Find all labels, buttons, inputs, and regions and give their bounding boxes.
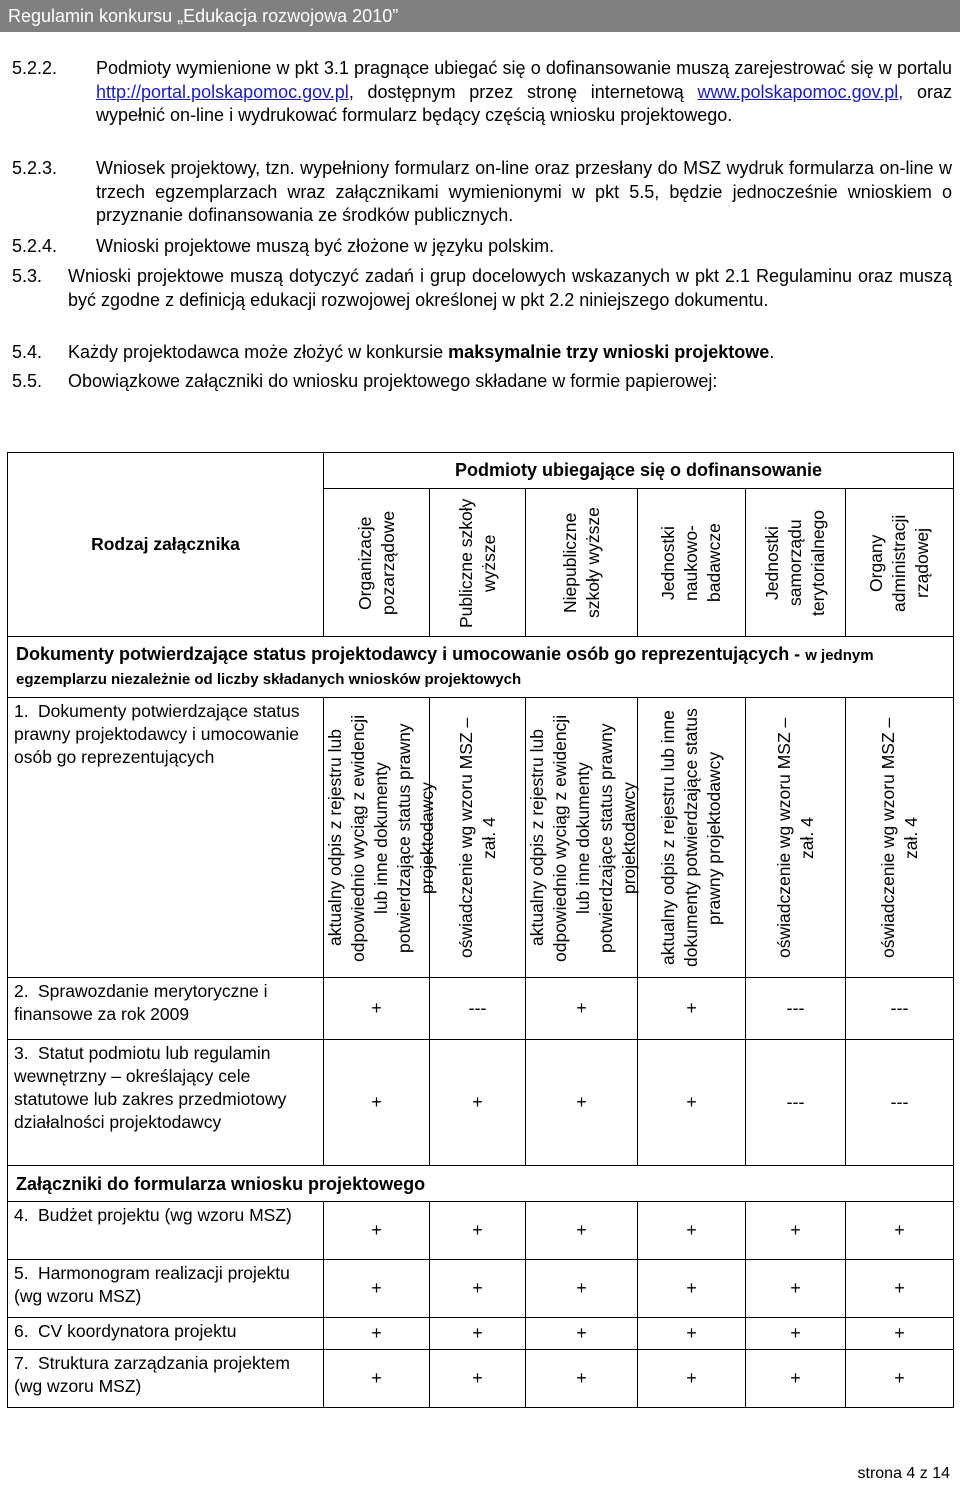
paragraph-5-2-4 — [12, 235, 952, 259]
table-cell: + — [324, 1318, 430, 1350]
table-cell: + — [638, 1260, 746, 1318]
table-cell: + — [526, 1260, 638, 1318]
section-header-row — [8, 1166, 954, 1202]
table-cell: + — [746, 1318, 846, 1350]
column-header: Jednostki samorządu terytorialnego — [746, 489, 846, 637]
website-link[interactable]: www.polskapomoc.gov.pl, — [697, 81, 904, 102]
paragraph-5-4 — [12, 341, 952, 365]
row-label: 5. Harmonogram realizacji projektu (wg wzoru MSZ) — [8, 1260, 324, 1318]
page-number: strona 4 z 14 — [857, 1465, 950, 1482]
table-cell: + — [638, 1318, 746, 1350]
column-header: Niepubliczne szkoły wyższe — [526, 489, 638, 637]
paragraph-text: Wnioski projektowe muszą być złożone w języku polskim. — [96, 236, 555, 256]
paragraph-number: 5.2.4. — [12, 236, 58, 256]
row-label: 4. Budżet projektu (wg wzoru MSZ) — [8, 1202, 324, 1260]
paragraph-number: 5.4. — [12, 342, 43, 362]
table-cell: + — [526, 1040, 638, 1166]
table-row — [8, 1318, 954, 1350]
paragraph-text: Każdy projektodawca może złożyć w konkursie — [68, 342, 449, 362]
portal-link[interactable]: http://portal.polskapomoc.gov.pl — [96, 81, 349, 102]
paragraph-number: 5.3. — [12, 266, 43, 286]
table-cell: oświadczenie wg wzoru MSZ – zał. 4 — [746, 698, 846, 978]
row-label: 1. Dokumenty potwierdzające status prawny projektodawcy i umocowanie osób go reprezentujących — [8, 698, 324, 978]
table-cell: + — [430, 1318, 526, 1350]
paragraph-bold-text: maksymalnie trzy wnioski projektowe — [448, 342, 770, 362]
column-header: Organizacje pozarządowe — [324, 489, 430, 637]
row-label: 6. CV koordynatora projektu — [8, 1318, 324, 1350]
table-cell: aktualny odpis z rejestru lub inne dokumenty potwierdzające status prawny projektodawcy — [638, 698, 746, 978]
table-cell: aktualny odpis z rejestru lub odpowiednio wyciąg z ewidencji lub inne dokumenty potwierdzające status prawny projektodawcy — [324, 698, 430, 978]
row-label: 7. Struktura zarządzania projektem (wg wzoru MSZ) — [8, 1350, 324, 1408]
table-cell: + — [746, 1202, 846, 1260]
paragraph-number: 5.2.2. — [12, 58, 58, 78]
paragraph-number: 5.5. — [12, 371, 43, 391]
column-header: Publiczne szkoły wyższe — [430, 489, 526, 637]
paragraph-text: Podmioty wymienione w pkt 3.1 pragnące ubiegać się o dofinansowanie muszą zarejestrować się w portalu — [96, 58, 952, 78]
section-header: Dokumenty potwierdzające status projektodawcy i umocowanie osób go reprezentujących - w jednym egzemplarzu niezależnie od liczby składanych wniosków projektowych — [8, 637, 954, 698]
paragraph-number: 5.2.3. — [12, 158, 58, 178]
paragraph-text: Wniosek projektowy, tzn. wypełniony formularz on-line oraz przesłany do MSZ wydruk formularza on-line w trzech egzemplarzach wraz załącznikami wymienionymi w pkt 5.5, będzie jednocześnie wnioskiem o przyznanie dofinansowania ze środków publicznych. — [96, 158, 952, 225]
table-row — [8, 698, 954, 978]
paragraph-text: Wnioski projektowe muszą dotyczyć zadań i grup docelowych wskazanych w pkt 2.1 Regulaminu oraz muszą być zgodne z definicją edukacji rozwojowej określonej w pkt 2.2 niniejszego dokumentu. — [68, 266, 952, 310]
table-cell: --- — [846, 1040, 954, 1166]
table-cell: + — [846, 1202, 954, 1260]
column-header: Organy administracji rządowej — [846, 489, 954, 637]
table-row — [8, 1260, 954, 1318]
table-row — [8, 1040, 954, 1166]
table-cell: --- — [746, 978, 846, 1040]
table-cell: --- — [746, 1040, 846, 1166]
section-header: Załączniki do formularza wniosku projektowego — [8, 1166, 954, 1202]
paragraph-5-2-3 — [12, 157, 952, 228]
column-header: Jednostki naukowo-badawcze — [638, 489, 746, 637]
paragraph-text: , dostępnym przez stronę internetową — [348, 81, 698, 102]
paragraph-text: . — [769, 342, 775, 362]
table-row — [8, 1202, 954, 1260]
table-cell: + — [430, 1260, 526, 1318]
table-cell: + — [324, 1260, 430, 1318]
attachments-table — [7, 452, 954, 1408]
section-header-row — [8, 637, 954, 698]
table-cell: aktualny odpis z rejestru lub odpowiednio wyciąg z ewidencji lub inne dokumenty potwierdzające status prawny projektodawcy — [526, 698, 638, 978]
table-cell: + — [526, 1350, 638, 1408]
table-cell: + — [846, 1260, 954, 1318]
table-group-header-row — [8, 453, 954, 489]
paragraph-5-3 — [12, 265, 952, 312]
table-cell: + — [526, 978, 638, 1040]
paragraph-text: oraz wypełnić on-line i wydrukować formularz będący częścią wniosku projektowego. — [96, 81, 952, 125]
table-cell: oświadczenie wg wzoru MSZ – zał. 4 — [430, 698, 526, 978]
paragraph-5-5 — [12, 370, 952, 394]
table-cell: + — [846, 1350, 954, 1408]
table-cell: + — [746, 1350, 846, 1408]
table-cell: --- — [846, 978, 954, 1040]
table-cell: + — [324, 1202, 430, 1260]
table-cell: + — [846, 1318, 954, 1350]
table-cell: oświadczenie wg wzoru MSZ – zał. 4 — [846, 698, 954, 978]
table-cell: + — [430, 1040, 526, 1166]
table-cell: + — [638, 1202, 746, 1260]
table-cell: + — [324, 1350, 430, 1408]
table-cell: + — [324, 978, 430, 1040]
group-header: Podmioty ubiegające się o dofinansowanie — [324, 453, 954, 489]
table-cell: + — [638, 1350, 746, 1408]
table-row — [8, 1350, 954, 1408]
document-header — [0, 0, 960, 32]
table-cell: + — [324, 1040, 430, 1166]
header-title: Regulamin konkursu „Edukacja rozwojowa 2010” — [8, 6, 399, 26]
row-label: 2. Sprawozdanie merytoryczne i finansowe za rok 2009 — [8, 978, 324, 1040]
table-cell: + — [638, 1040, 746, 1166]
table-cell: + — [746, 1260, 846, 1318]
table-cell: + — [526, 1202, 638, 1260]
table-cell: + — [638, 978, 746, 1040]
paragraph-5-2-2 — [12, 57, 952, 128]
paragraph-text: Obowiązkowe załączniki do wniosku projektowego składane w formie papierowej: — [68, 371, 718, 391]
table-cell: + — [526, 1318, 638, 1350]
rodzaj-header: Rodzaj załącznika — [8, 453, 324, 637]
table-cell: --- — [430, 978, 526, 1040]
table-cell: + — [430, 1202, 526, 1260]
table-cell: + — [430, 1350, 526, 1408]
row-label: 3. Statut podmiotu lub regulamin wewnętrzny – określający cele statutowe lub zakres przedmiotowy działalności projektodawcy — [8, 1040, 324, 1166]
table-row — [8, 978, 954, 1040]
